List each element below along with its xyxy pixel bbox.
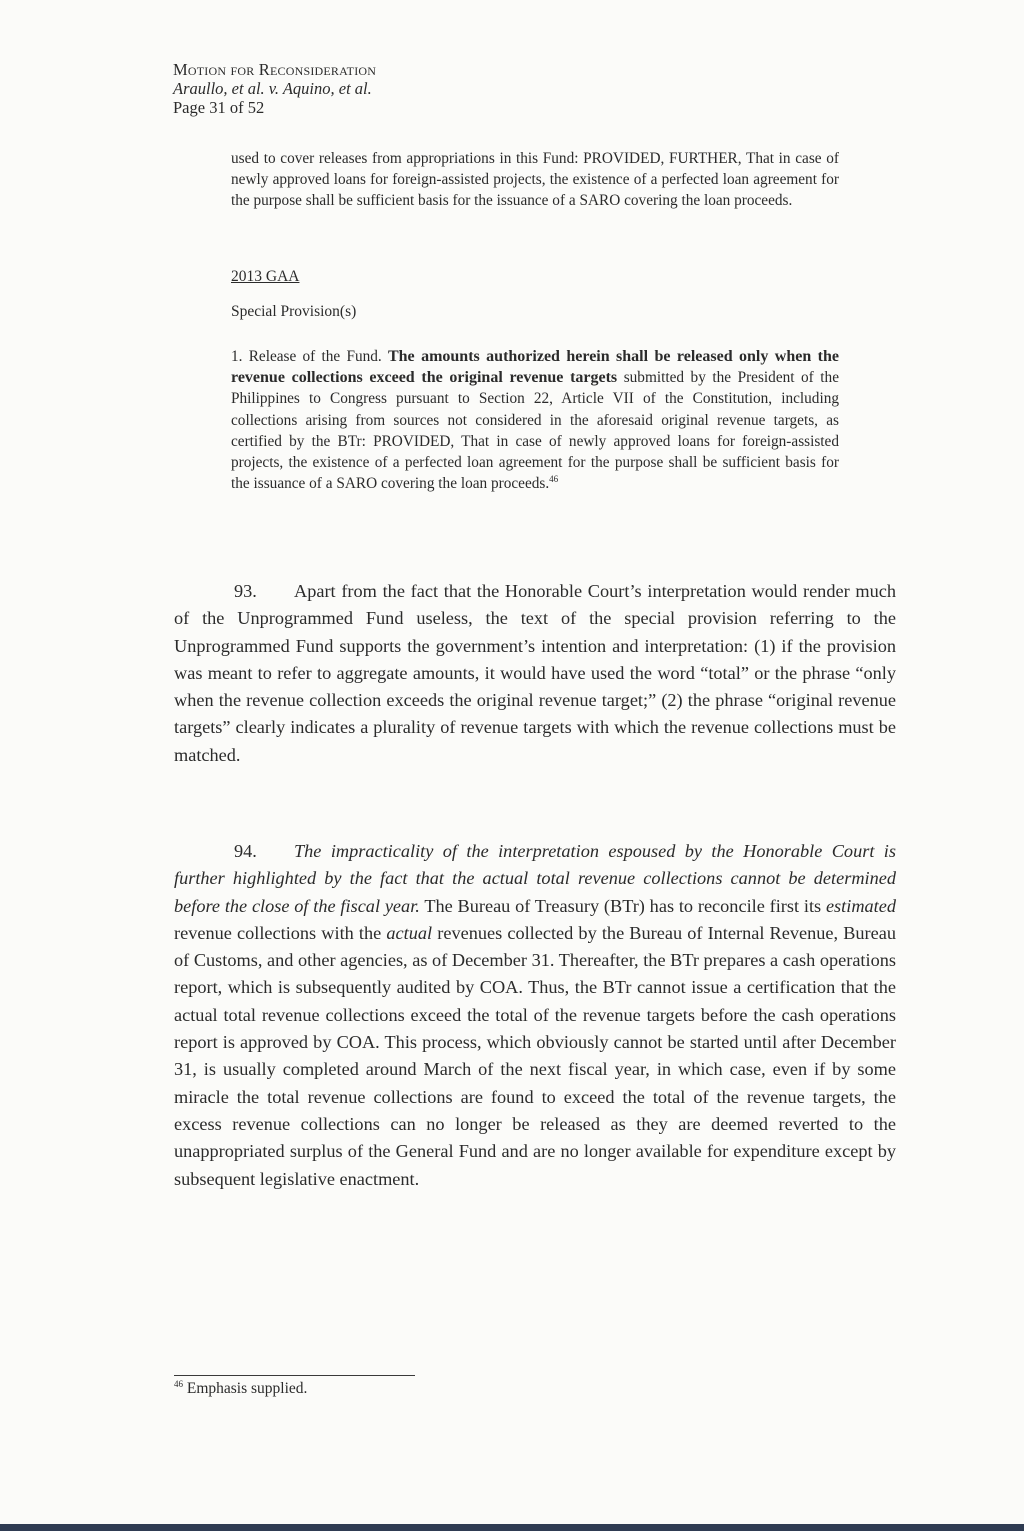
paragraph-93 bbox=[174, 578, 896, 769]
paragraph-actual: actual bbox=[386, 922, 433, 943]
scan-edge-bar bbox=[0, 1524, 1024, 1531]
quote2-lead: 1. Release of the Fund. bbox=[231, 348, 388, 365]
paragraph-text: Apart from the fact that the Honorable Court’s interpretation would render much of the Unprogrammed Fund useless, the text of the special provision referring to the Unprogrammed Fund supports the government’s intention and interpretation: (1) if the provision was meant to refer to aggregate amounts, it would have used the word “total” or the phrase “only when the revenue collection exceeds the original revenue target;” (2) the phrase “original revenue targets” clearly indicates a plurality of revenue targets with which the revenue collections must be matched. bbox=[174, 581, 896, 765]
block-quote-2013 bbox=[231, 346, 839, 494]
page-number: Page 31 of 52 bbox=[173, 98, 265, 117]
paragraph-text-3: revenues collected by the Bureau of Internal Revenue, Bureau of Customs, and other agencies, as of December 31. Thereafter, the BTr prepares a cash operations report, which is subsequently audited by COA. Thus, the BTr cannot issue a certification that the actual total revenue collections exceed the total of the revenue targets before the cash operations report is approved by COA. This process, which obviously cannot be started until after December 31, is usually completed around March of the next fiscal year, in which case, even if by some miracle the total revenue collections are found to exceed the total of the revenue targets, the excess revenue collections can no longer be released as they are deemed reverted to the unappropriated surplus of the General Fund and are no longer available for expenditure except by subsequent legislative enactment. bbox=[174, 922, 896, 1189]
paragraph-94 bbox=[174, 838, 896, 1193]
footnote-46 bbox=[174, 1380, 307, 1398]
footnote-divider bbox=[174, 1375, 415, 1376]
quote2-emphasis: The amounts authorized herein shall be released only when the revenue collections exceed the original revenue targets bbox=[231, 348, 839, 387]
quote2-rest: submitted by the President of the Philippines to Congress pursuant to Section 22, Article VII of the Constitution, including collections arising from sources not considered in the aforesaid original revenue targets, as certified by the BTr: PROVIDED, That in case of newly approved loans for foreign-assisted projects, the existence of a perfected loan agreement for the purpose shall be sufficient basis for the issuance of a SARO covering the loan proceeds. bbox=[231, 369, 839, 493]
paragraph-number: 94. bbox=[234, 841, 257, 861]
paragraph-text-2: revenue collections with the bbox=[174, 922, 387, 943]
case-caption: Araullo, et al. v. Aquino, et al. bbox=[173, 79, 372, 98]
special-provisions-label: Special Provision(s) bbox=[231, 303, 357, 320]
paragraph-text-1: The Bureau of Treasury (BTr) has to reconcile first its bbox=[419, 895, 826, 916]
gaa-heading: 2013 GAA bbox=[231, 268, 300, 285]
page-header bbox=[173, 60, 376, 117]
paragraph-italic-lead: The impracticality of the interpretation espoused by the Honorable Court is further highlighted by the fact that the actual total revenue collections cannot be determined before the close of the fiscal year. bbox=[174, 841, 896, 916]
footnote-number: 46 bbox=[174, 1378, 183, 1389]
footnote-ref-46: 46 bbox=[549, 474, 559, 485]
paragraph-number: 93. bbox=[234, 581, 257, 601]
block-quote-2012: used to cover releases from appropriations in this Fund: PROVIDED, FURTHER, That in case of newly approved loans for foreign-assisted projects, the existence of a perfected loan agreement for the purpose shall be sufficient basis for the issuance of a SARO covering the loan proceeds. bbox=[231, 150, 839, 210]
paragraph-estimated: estimated bbox=[825, 895, 897, 916]
document-title: Motion for Reconsideration bbox=[173, 60, 377, 79]
footnote-text: Emphasis supplied. bbox=[183, 1380, 308, 1397]
